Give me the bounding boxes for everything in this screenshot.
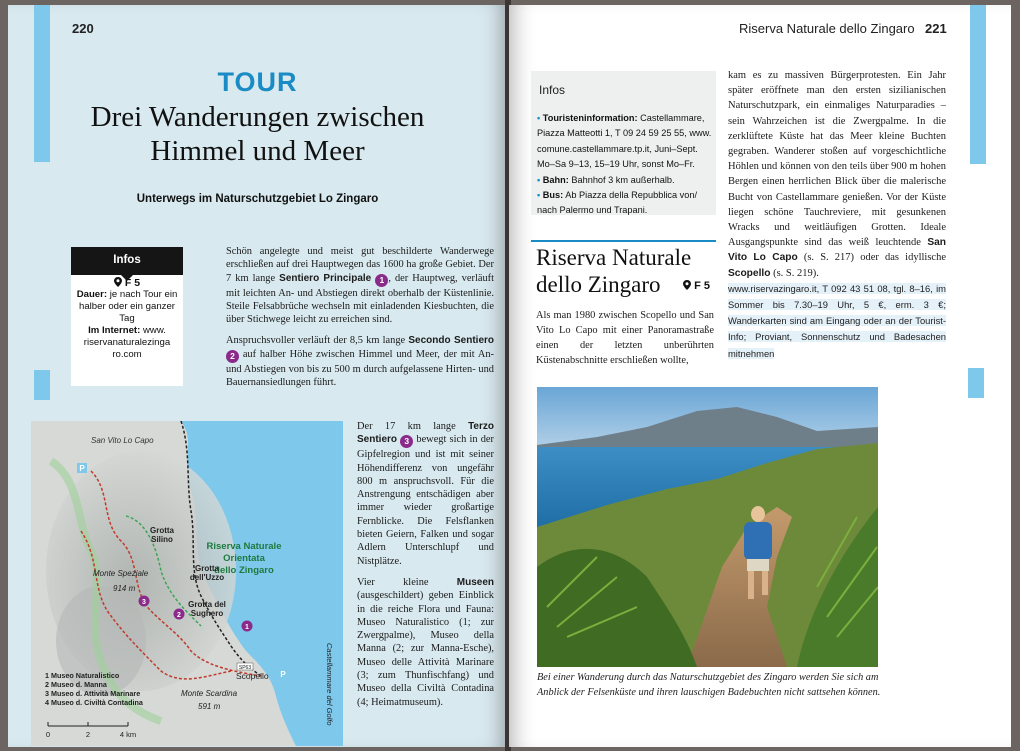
duration-value: je nach Tour ein halber oder ein ganzer Tag [78,289,178,324]
internet-label: Im Internet: [88,324,141,336]
running-head: Riserva Naturale dello Zingaro [739,21,915,36]
coastal-hike-photo [537,387,878,667]
map-marker-3-label: 3 [142,599,146,606]
paragraph-1 [226,245,494,326]
chapter-marker-right [968,368,984,398]
road-label: Castellammare del Golfo [325,643,334,726]
paragraph-3 [357,420,494,568]
place-san-vito: San Vito Lo Capo [91,436,154,445]
section-header [531,240,716,302]
hiker-photo [537,387,878,667]
p2-text: Anspruchsvoller verläuft der 8,5 km lange [226,335,409,347]
col2-end: (s. S. 219). [770,267,819,279]
p4-bold: Museen [456,576,494,588]
bullet-3: • [537,190,541,201]
practical-info-heading: Infos [539,83,566,97]
scale-2: 2 [85,730,91,739]
parking-label: P [79,464,85,473]
section-title-line2: dello Zingaro [536,272,661,297]
parking-label-2: P [280,670,286,679]
internet-value: www. riservanaturalezinga ro.com [83,324,171,360]
monte-speziale: Monte Speziale [93,569,149,578]
info-box-heading: Infos [113,254,141,266]
ti-label: Touristeninformation: [542,113,638,123]
trail-map-graphic [31,421,343,746]
p2-end: auf halber Höhe zwischen Himmel und Meer, der mit An- und Abstiegen von bis zu 500 m durch aufgelassene Hirten- und Bauernansiedlungen führt. [226,348,494,389]
route-marker-1: 1 [375,274,388,287]
section-text-col1: Als man 1980 zwischen Scopello und San Vito Lo Capo mit einer Panoramastraße einen der letzten unberührten Küstenabschnitte erschließen wollte, [536,310,714,366]
p2-bold: Secondo Sentiero [408,335,494,347]
grotta-uzzo-2: dell'Uzzo [189,573,225,582]
section-text-col2 [728,68,946,362]
trail-map [31,421,343,746]
col2-bold-2: Scopello [728,267,771,279]
p1-end: , der Hauptweg, verläuft mit leichten An- und Abstiegen direkt oberhalb der Küstenlinie. Steile Felsabbrüche wechseln mit einladenden Kiesbuchten, die über Stichwege leicht zu erreichen sind. [226,272,494,326]
info-box [71,247,183,386]
side-text [357,420,494,717]
hiker-leg-left [748,571,754,599]
map-marker-2-label: 2 [177,612,181,619]
section-title-line1: Riserva Naturale [536,245,692,270]
section-grid-value: F 5 [694,280,710,292]
bus-label: Bus: [542,190,564,201]
duration-label: Dauer: [76,289,108,300]
chapter-tab-right [970,5,986,164]
p3-text: Der 17 km lange [357,421,469,432]
chapter-marker [34,370,50,400]
legend-2: 2 Museo d. Manna [45,680,107,689]
hiker-leg-right [762,571,768,595]
elevation-914: 914 m [113,584,136,593]
intro-text [226,245,494,397]
scale-4: 4 km [119,730,137,739]
hiker-shorts [747,559,769,571]
reserve-label-1: Riserva Naturale [206,541,282,552]
paragraph-2 [226,334,494,389]
road-code: SP63 [238,665,252,671]
hiker-head [751,506,765,522]
bullet-2: • [537,174,541,185]
route-marker-2: 2 [226,350,239,363]
section-grid [683,280,710,292]
reserve-info-highlight: www.riservazingaro.it, T 092 43 51 08, tgl. 8–16, im Sommer bis 7.30–19 Uhr, 5 €, erm. 3 €; Wanderkarten sind am Eingang oder an der Tourist-Info; Proviant, Sonnenschutz und Badesachen mitnehmen [728,282,946,359]
col2-mid: (s. S. 217) oder das idyllische [797,252,946,264]
ti-value: Castellammare, Piazza Matteotti 1, T 09 24 59 25 55, www. comune.castellammare.tp.it, Juni–Sept. Mo–Sa 9–13, 15–19 Uhr, sonst Mo–Fr. [537,113,712,170]
info-box-grid [71,277,183,289]
page-title-line2: Himmel und Meer [150,135,365,167]
left-page [8,5,507,747]
hiker-backpack [744,522,772,560]
reserve-label-2: Orientata [223,553,265,564]
bahn-value: Bahnhof 3 km außerhalb. [568,174,675,185]
photo-caption: Bei einer Wanderung durch das Naturschutzgebiet des Zingaro werden Sie sich am Anblick der Felsenküste und ihren lauschigen Badebuchten nicht sattsehen können. [537,672,881,698]
col2-bold-1: San Vito Lo Capo [728,237,946,264]
bahn-label: Bahn: [542,174,569,185]
grotta-sughero-1: Grotta del [188,600,226,609]
legend-4: 4 Museo d. Civiltà Contadina [45,698,143,707]
elevation-591: 591 m [198,702,221,711]
practical-info-box [531,71,716,215]
info-box-body [75,289,179,360]
p1-text: Schön angelegte und meist gut beschilderte Wanderwege erschließen auf drei Hauptwegen das 1600 ha große Gebiet. Der 7 km lange [226,246,494,284]
page-number: 220 [72,21,94,36]
legend-1: 1 Museo Naturalistico [45,671,120,680]
map-pin-icon [683,280,691,290]
info-box-grid-value: F 5 [124,277,141,289]
p4-text: Vier kleine [357,576,457,588]
monte-scardina: Monte Scardina [181,689,238,698]
p1-bold: Sentiero Principale [279,272,372,284]
section-title [536,244,691,298]
page-number-right: 221 [925,21,947,36]
grotta-uzzo-1: Grotta [195,564,219,573]
legend-3: 3 Museo d. Attività Marinare [45,689,141,698]
info-box-header [71,247,183,275]
p3-bold: Terzo Sentiero [357,421,494,446]
page-title-line1: Drei Wanderungen zwischen [90,101,425,133]
col2-text: kam es zu massiven Bürgerprotesten. Ein Jahr später eröffnete man den ersten sizilianischen Naturschutzpark, ein einmaliges Naturparadies – sein Wahrzeichen ist die Zwergpalme. In die zerklüftete Küste hat das Meer kleine Buchten gegraben. Wanderer stoßen auf vorgeschichtliche Höhlen und können von den teils über 900 m hohen Bergen einen herrlichen Blick über die malerische Bucht von Castellammare genießen. Vor der Küste liegen schöne Tauchreviere, mit gesunkenen Wracks und weitläufigen Grotten. Ideale Ausgangspunkte sind das weiß leuchtende [728,70,946,249]
grotta-sughero-2: Sughero [190,609,224,618]
grotta-silino-1: Grotta [150,526,174,535]
p3-end: bewegt sich in der Gipfelregion und ist mit seiner Höhendifferenz von ungefähr 800 m anspruchsvoll. Für die Anstrengung entschädigen aber immer wieder großartige Fernblicke. Die Felsflanken bieten Geiern, Falken und sogar Adlern Unterschlupf und Nistplätze. [357,434,494,567]
grotta-silino-2: Silino [151,535,173,544]
map-pin-icon [114,277,122,287]
bullet-1: • [537,113,541,123]
place-scopello: Scopello [236,671,269,681]
p4-end: (ausgeschildert) geben Einblick in die reiche Flora und Fauna: Museo Naturalistico (1; zur Zwergpalme), Museo della Manna (2; zur Manna-Esche), Museo delle Attività Marinare (3; zum Thunfischfang) und Museo della Civiltà Contadina (4; Heimatmuseum). [357,590,494,708]
reserve-label-3: dello Zingaro [214,565,274,576]
map-marker-1-label: 1 [245,624,249,631]
right-page [509,5,1011,747]
scale-0: 0 [45,730,51,739]
paragraph-4 [357,576,494,709]
bus-value: Ab Piazza della Repubblica von/ nach Palermo und Trapani. [537,190,698,216]
practical-info-body [537,111,713,219]
page-subtitle: Unterwegs im Naturschutzgebiet Lo Zingaro [136,193,379,205]
route-marker-3: 3 [400,435,413,448]
tour-label: TOUR [217,67,298,97]
